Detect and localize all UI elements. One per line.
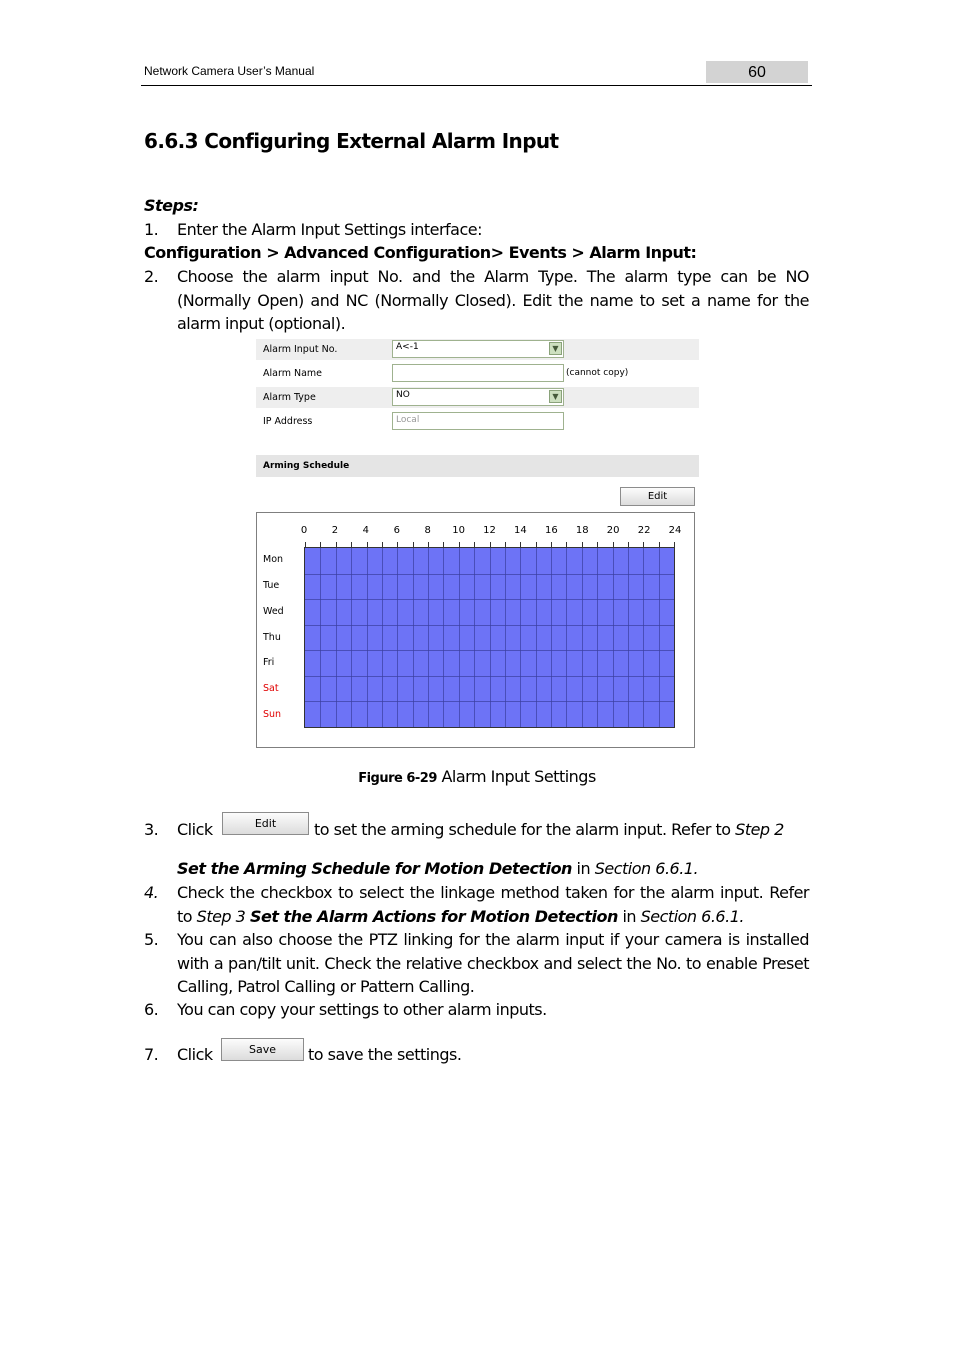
hour-label: 14 <box>514 525 527 536</box>
hour-label: 18 <box>575 525 589 536</box>
hour-tick <box>597 542 598 548</box>
alarm-input-no-value: A<-1 <box>396 342 419 352</box>
ip-address-field <box>392 412 564 430</box>
step-4-number: 4. <box>144 883 159 902</box>
hour-label: 2 <box>331 525 339 536</box>
hour-tick <box>536 542 537 548</box>
steps-label: Steps: <box>144 196 199 215</box>
grid-column-line <box>397 548 398 727</box>
step-4-text <box>177 881 809 928</box>
header-divider <box>141 85 812 86</box>
step-2-number: 2. <box>144 267 159 286</box>
edit-button[interactable]: Edit <box>222 812 309 835</box>
hour-tick <box>474 542 475 548</box>
hour-tick <box>336 542 337 548</box>
grid-column-line <box>320 548 321 727</box>
step-3-text <box>314 818 814 842</box>
save-button[interactable]: Save <box>221 1038 304 1061</box>
day-label: Wed <box>263 605 284 617</box>
hour-tick <box>397 542 398 548</box>
hour-tick <box>613 542 614 548</box>
step-3-ref-step: Step 2 <box>735 820 784 839</box>
step-2-text: Choose the alarm input No. and the Alarm Type. The alarm type can be NO (Normally Open) and NC (Normally Closed). Edit the name to set a name for the alarm input (optional). <box>177 267 809 333</box>
step-5-number: 5. <box>144 930 159 949</box>
day-label: Sun <box>263 709 282 721</box>
grid-row-line <box>305 676 674 677</box>
hour-tick <box>382 542 383 548</box>
alarm-type-value: NO <box>396 390 410 400</box>
hour-label: 4 <box>362 525 370 536</box>
day-label: Fri <box>263 657 275 669</box>
alarm-type-label: Alarm Type <box>263 392 316 403</box>
grid-column-line <box>582 548 583 727</box>
schedule-edit-button[interactable]: Edit <box>620 487 695 506</box>
step-3-click: Click <box>177 820 213 839</box>
day-label: Thu <box>263 631 281 643</box>
hour-tick <box>428 542 429 548</box>
step-4-ref-step: Step 3 <box>196 906 246 926</box>
hour-tick <box>520 542 521 548</box>
day-label: Mon <box>263 553 284 565</box>
hour-label: 0 <box>300 525 308 536</box>
hour-tick <box>582 542 583 548</box>
grid-row-line <box>305 650 674 651</box>
grid-column-line <box>459 548 460 727</box>
alarm-input-no-row <box>256 339 699 360</box>
hour-tick <box>674 542 675 548</box>
hour-tick <box>628 542 629 548</box>
step-3-ref-title: Set the Arming Schedule for Motion Detection <box>177 859 572 878</box>
grid-column-line <box>367 548 368 727</box>
hour-tick <box>413 542 414 548</box>
alarm-name-label: Alarm Name <box>263 368 322 379</box>
schedule-grid[interactable] <box>304 547 675 728</box>
step-3-after: to set the arming schedule for the alarm input. Refer to <box>314 820 731 839</box>
alarm-type-row <box>256 387 699 408</box>
menu-path: Configuration > Advanced Configuration> Events > Alarm Input: <box>144 243 697 262</box>
alarm-input-no-label: Alarm Input No. <box>263 344 338 355</box>
grid-column-line <box>597 548 598 727</box>
hour-tick <box>443 542 444 548</box>
alarm-name-row <box>256 363 699 384</box>
grid-row-line <box>305 701 674 702</box>
grid-column-line <box>382 548 383 727</box>
hour-label: 8 <box>424 525 431 536</box>
grid-column-line <box>628 548 629 727</box>
figure-caption-text: Alarm Input Settings <box>441 767 596 786</box>
grid-column-line <box>351 548 352 727</box>
day-label: Tue <box>263 579 280 591</box>
ip-address-value: Local <box>396 415 420 425</box>
step-7-after: to save the settings. <box>308 1045 462 1064</box>
manual-title: Network Camera User’s Manual <box>144 64 315 78</box>
grid-column-line <box>490 548 491 727</box>
hour-tick <box>459 542 460 548</box>
figure-caption-label: Figure 6-29 <box>358 771 437 786</box>
hour-tick <box>505 542 506 548</box>
page-number: 60 <box>706 61 808 83</box>
hour-label: 24 <box>668 525 682 536</box>
step-1-number: 1. <box>144 220 159 239</box>
hour-tick <box>320 542 321 548</box>
hour-label: 16 <box>544 525 558 536</box>
hour-tick <box>490 542 491 548</box>
grid-column-line <box>443 548 444 727</box>
step-3-number: 3. <box>144 820 159 839</box>
cannot-copy-note: (cannot copy) <box>566 368 629 378</box>
step-4-in: in <box>622 906 637 926</box>
grid-column-line <box>536 548 537 727</box>
step-5-text: You can also choose the PTZ linking for the alarm input if your camera is installed with a pan/tilt unit. Check the relative checkbox and select the No. to enable Preset Calling, Patrol Calling or Pattern Calling. <box>177 930 809 996</box>
grid-column-line <box>428 548 429 727</box>
hour-tick <box>551 542 552 548</box>
hour-label: 22 <box>637 525 651 536</box>
grid-row-line <box>305 625 674 626</box>
grid-column-line <box>613 548 614 727</box>
hour-tick <box>659 542 660 548</box>
step-4-ref-section: Section 6.6.1. <box>640 906 744 926</box>
hour-tick <box>305 542 306 548</box>
grid-column-line <box>551 548 552 727</box>
hour-tick <box>643 542 644 548</box>
hour-label: 12 <box>483 525 496 536</box>
alarm-input-no-select[interactable] <box>392 340 564 358</box>
step-3-in: in <box>576 859 591 878</box>
hour-tick <box>566 542 567 548</box>
grid-column-line <box>659 548 660 727</box>
alarm-name-input[interactable] <box>392 364 564 382</box>
step-3-reference <box>177 857 698 881</box>
chevron-down-icon[interactable]: ▼ <box>549 342 562 355</box>
hour-tick <box>367 542 368 548</box>
hour-label: 10 <box>452 525 465 536</box>
day-label: Sat <box>263 683 279 695</box>
grid-column-line <box>413 548 414 727</box>
step-4-ref-title: Set the Alarm Actions for Motion Detection <box>249 906 618 926</box>
step-3-ref-section: Section 6.6.1. <box>594 859 699 878</box>
grid-column-line <box>336 548 337 727</box>
grid-column-line <box>505 548 506 727</box>
step-1-text: Enter the Alarm Input Settings interface: <box>177 220 483 239</box>
hour-tick <box>351 542 352 548</box>
grid-column-line <box>474 548 475 727</box>
grid-row-line <box>305 574 674 575</box>
step-6-text: You can copy your settings to other alarm inputs. <box>177 1000 547 1019</box>
hour-label: 6 <box>393 525 400 536</box>
grid-column-line <box>566 548 567 727</box>
figure-caption <box>0 767 954 786</box>
grid-column-line <box>643 548 644 727</box>
section-title: 6.6.3 Configuring External Alarm Input <box>144 129 559 153</box>
step-6-number: 6. <box>144 1000 159 1019</box>
step-7-number: 7. <box>144 1045 159 1064</box>
grid-row-line <box>305 599 674 600</box>
arming-schedule-label: Arming Schedule <box>263 461 350 471</box>
step-4-before: Check the checkbox to select the linkage method taken for the alarm input. Refer to <box>177 883 809 926</box>
chevron-down-icon[interactable]: ▼ <box>549 390 562 403</box>
arming-schedule-header <box>256 455 699 477</box>
ip-address-row <box>256 411 699 432</box>
grid-column-line <box>520 548 521 727</box>
hour-label: 20 <box>606 525 620 536</box>
ip-address-label: IP Address <box>263 416 313 427</box>
step-7-click: Click <box>177 1045 213 1064</box>
alarm-type-select[interactable] <box>392 388 564 406</box>
